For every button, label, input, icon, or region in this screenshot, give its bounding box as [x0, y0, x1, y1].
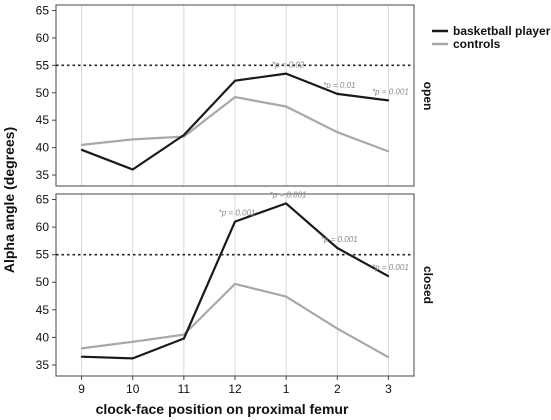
data-point: [336, 328, 338, 330]
y-tick-label: 35: [35, 357, 49, 372]
data-point: [132, 169, 134, 171]
y-axis-label: Alpha angle (degrees): [1, 126, 17, 274]
data-point: [81, 356, 83, 358]
data-point: [132, 358, 134, 360]
legend-entry: basketball player: [453, 24, 551, 38]
p-value-annotation: *p = 0.001: [320, 235, 358, 245]
data-point: [81, 149, 83, 151]
data-point: [81, 348, 83, 350]
y-tick-label: 65: [35, 3, 49, 18]
data-point: [183, 338, 185, 340]
p-value-annotation: *p = 0.001: [372, 87, 409, 97]
data-point: [336, 93, 338, 95]
data-point: [285, 296, 287, 298]
y-tick-label: 45: [35, 302, 49, 317]
p-value-annotation: *p = 0.001: [218, 208, 256, 218]
data-point: [336, 131, 338, 133]
p-value-annotation: *p = 0.001: [372, 263, 409, 273]
facet-label-open: open: [421, 81, 435, 111]
data-point: [388, 356, 390, 358]
legend: [432, 24, 551, 51]
p-value-annotation: *p = 0.001: [269, 190, 307, 200]
x-tick-label: 2: [333, 382, 341, 396]
y-tick-label: 60: [35, 220, 49, 235]
x-tick-label: 9: [78, 382, 85, 396]
facet-label-closed: closed: [421, 265, 435, 305]
legend-entry: controls: [453, 37, 501, 51]
x-tick-label: 11: [177, 382, 191, 396]
y-tick-label: 40: [35, 330, 49, 345]
x-axis-label: clock-face position on proximal femur: [95, 401, 349, 417]
data-point: [234, 283, 236, 285]
x-tick-label: 1: [282, 382, 290, 396]
y-tick-label: 40: [35, 140, 49, 155]
data-point: [234, 80, 236, 82]
data-point: [234, 96, 236, 98]
p-value-annotation: *p = 0.01: [323, 80, 356, 90]
y-tick-label: 50: [35, 275, 49, 290]
x-tick-label: 12: [228, 382, 242, 396]
data-point: [81, 144, 83, 146]
panel-closed: [36, 190, 435, 376]
y-tick-label: 45: [35, 113, 49, 128]
data-point: [388, 151, 390, 153]
data-point: [285, 106, 287, 108]
y-tick-label: 60: [35, 30, 49, 45]
y-tick-label: 50: [35, 85, 49, 100]
data-point: [336, 247, 338, 249]
data-point: [132, 139, 134, 141]
y-tick-label: 65: [35, 192, 49, 207]
data-point: [234, 221, 236, 223]
x-tick-label: 3: [385, 382, 392, 396]
y-tick-label: 55: [35, 247, 49, 262]
data-point: [183, 134, 185, 136]
data-point: [388, 275, 390, 277]
y-tick-label: 35: [35, 168, 49, 183]
data-point: [285, 203, 287, 205]
p-value-annotation: *p = 0.02: [272, 60, 305, 70]
y-tick-label: 55: [35, 58, 49, 73]
data-point: [285, 73, 287, 75]
x-tick-label: 10: [126, 382, 140, 396]
data-point: [132, 341, 134, 343]
panel-open: [36, 3, 435, 186]
data-point: [388, 100, 390, 102]
